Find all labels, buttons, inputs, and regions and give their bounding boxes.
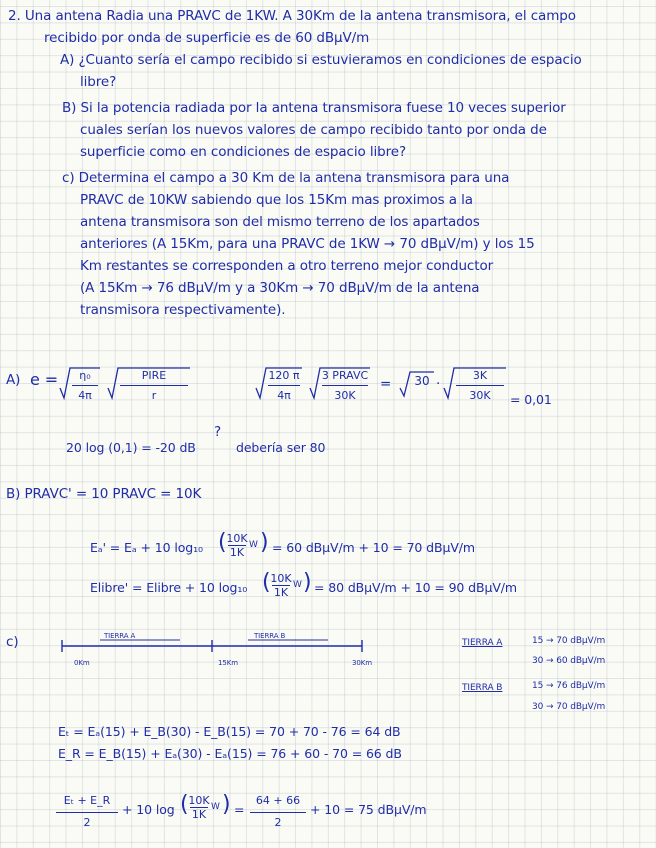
sol-b-ea-left: Eₐ' = Eₐ + 10 log₁₀ bbox=[90, 540, 203, 555]
terrain-b-label: TIERRA B bbox=[254, 632, 286, 640]
legend-b-title: TIERRA B bbox=[462, 683, 503, 693]
sqrt2-den: r bbox=[151, 389, 157, 402]
sol-a-question-mark: ? bbox=[214, 424, 222, 440]
sol-b-el-right: = 80 dBµV/m + 10 = 90 dBµV/m bbox=[314, 580, 517, 595]
legend-b-1: 15 → 76 dBµV/m bbox=[532, 681, 606, 691]
sqrt4-num: 3 PRAVC bbox=[321, 369, 369, 382]
problem-line-9: PRAVC de 10KW sabiendo que los 15Km mas proximos a la bbox=[80, 192, 473, 208]
sol-b-line1: B) PRAVC' = 10 PRAVC = 10K bbox=[6, 486, 202, 502]
sol-c-label: c) bbox=[6, 634, 19, 650]
problem-line-3: A) ¿Cuanto sería el campo recibido si estuvieramos en condiciones de espacio bbox=[60, 52, 582, 68]
sol-a-result: = 0,01 bbox=[510, 392, 552, 407]
legend-a-2: 30 → 60 dBµV/m bbox=[532, 656, 606, 666]
problem-line-8: c) Determina el campo a 30 Km de la antena transmisora para una bbox=[62, 170, 510, 186]
problem-line-6: cuales serían los nuevos valores de campo recibido tanto por onda de bbox=[80, 122, 547, 138]
final-bar2 bbox=[250, 812, 306, 813]
sol-b-frac1-den: 1K bbox=[229, 546, 245, 559]
final-den: 2 bbox=[83, 816, 91, 829]
problem-line-4: libre? bbox=[80, 74, 117, 90]
sqrt5-value: 30 bbox=[414, 374, 430, 388]
problem-line-5: B) Si la potencia radiada por la antena transmisora fuese 10 veces superior bbox=[62, 100, 566, 116]
final-bar bbox=[56, 812, 118, 813]
sol-a-comment: debería ser 80 bbox=[236, 440, 326, 455]
dot-sign: · bbox=[436, 376, 441, 392]
paren-open-2: ( bbox=[262, 570, 271, 595]
tick-label-30: 30Km bbox=[352, 659, 372, 667]
final-eq: = bbox=[234, 802, 245, 817]
sol-b-frac2-unit: W bbox=[293, 580, 302, 590]
final-num: Eₜ + E_R bbox=[63, 794, 111, 807]
legend-a-title: TIERRA A bbox=[462, 638, 503, 648]
problem-line-1: 2. Una antena Radia una PRAVC de 1KW. A 30Km de la antena transmisora, el campo bbox=[8, 8, 576, 24]
problem-line-10: antena transmisora son del mismo terreno de los apartados bbox=[80, 214, 480, 230]
final-frac-num: 10K bbox=[188, 794, 210, 807]
problem-line-2: recibido por onda de superficie es de 60 dBµV/m bbox=[44, 30, 370, 46]
sqrt6-den: 30K bbox=[469, 389, 491, 402]
terrain-a-label: TIERRA A bbox=[104, 632, 136, 640]
sol-b-ea-right: = 60 dBµV/m + 10 = 70 dBµV/m bbox=[272, 540, 475, 555]
legend-b-2: 30 → 70 dBµV/m bbox=[532, 702, 606, 712]
paren-open-3: ( bbox=[180, 792, 189, 817]
sol-c-et: Eₜ = Eₐ(15) + E_B(30) - E_B(15) = 70 + 70 - 76 = 64 dB bbox=[58, 724, 401, 739]
sqrt6-num: 3K bbox=[472, 369, 488, 382]
sqrt2-num: PIRE bbox=[141, 369, 167, 382]
sqrt3-num: 120 π bbox=[268, 369, 300, 382]
tick-label-0: 0Km bbox=[74, 659, 90, 667]
final-den2: 2 bbox=[274, 816, 282, 829]
sqrt1-num: η₀ bbox=[79, 369, 91, 382]
sol-b-el-left: Elibre' = Elibre + 10 log₁₀ bbox=[90, 580, 248, 595]
legend-a-1: 15 → 70 dBµV/m bbox=[532, 636, 606, 646]
sol-b-frac1-unit: W bbox=[249, 540, 258, 550]
sol-b-frac1-num: 10K bbox=[226, 532, 248, 545]
tick-label-15: 15Km bbox=[218, 659, 238, 667]
sol-a-eq: = bbox=[380, 376, 392, 392]
paren-close-2: ) bbox=[303, 570, 312, 595]
sqrt1-den: 4π bbox=[78, 389, 92, 402]
paren-close-1: ) bbox=[260, 530, 269, 555]
sol-a-label: A) bbox=[6, 372, 21, 388]
problem-line-11: anteriores (A 15Km, para una PRAVC de 1KW → 70 dBµV/m) y los 15 bbox=[80, 236, 535, 252]
problem-line-13: (A 15Km → 76 dBµV/m y a 30Km → 70 dBµV/m de la antena bbox=[80, 280, 480, 296]
sqrt4-den: 30K bbox=[334, 389, 356, 402]
problem-line-14: transmisora respectivamente). bbox=[80, 302, 286, 318]
sol-b-frac2-den: 1K bbox=[273, 586, 289, 599]
paren-open-1: ( bbox=[218, 530, 227, 555]
final-result: + 10 = 75 dBµV/m bbox=[310, 802, 427, 817]
sol-b-frac2-num: 10K bbox=[270, 572, 292, 585]
final-frac-den: 1K bbox=[191, 808, 207, 821]
paren-close-3: ) bbox=[222, 792, 231, 817]
final-num2: 64 + 66 bbox=[255, 794, 301, 807]
sol-c-er: E_R = E_B(15) + Eₐ(30) - Eₐ(15) = 76 + 60 - 70 = 66 dB bbox=[58, 746, 402, 761]
problem-line-12: Km restantes se corresponden a otro terreno mejor conductor bbox=[80, 258, 494, 274]
sol-a-e: e = bbox=[30, 370, 59, 389]
sqrt3-den: 4π bbox=[277, 389, 291, 402]
final-mid: + 10 log bbox=[122, 802, 175, 817]
problem-line-7: superficie como en condiciones de espacio libre? bbox=[80, 144, 407, 160]
final-frac-unit: W bbox=[211, 802, 220, 812]
sol-a-log-line: 20 log (0,1) = -20 dB bbox=[66, 440, 196, 455]
